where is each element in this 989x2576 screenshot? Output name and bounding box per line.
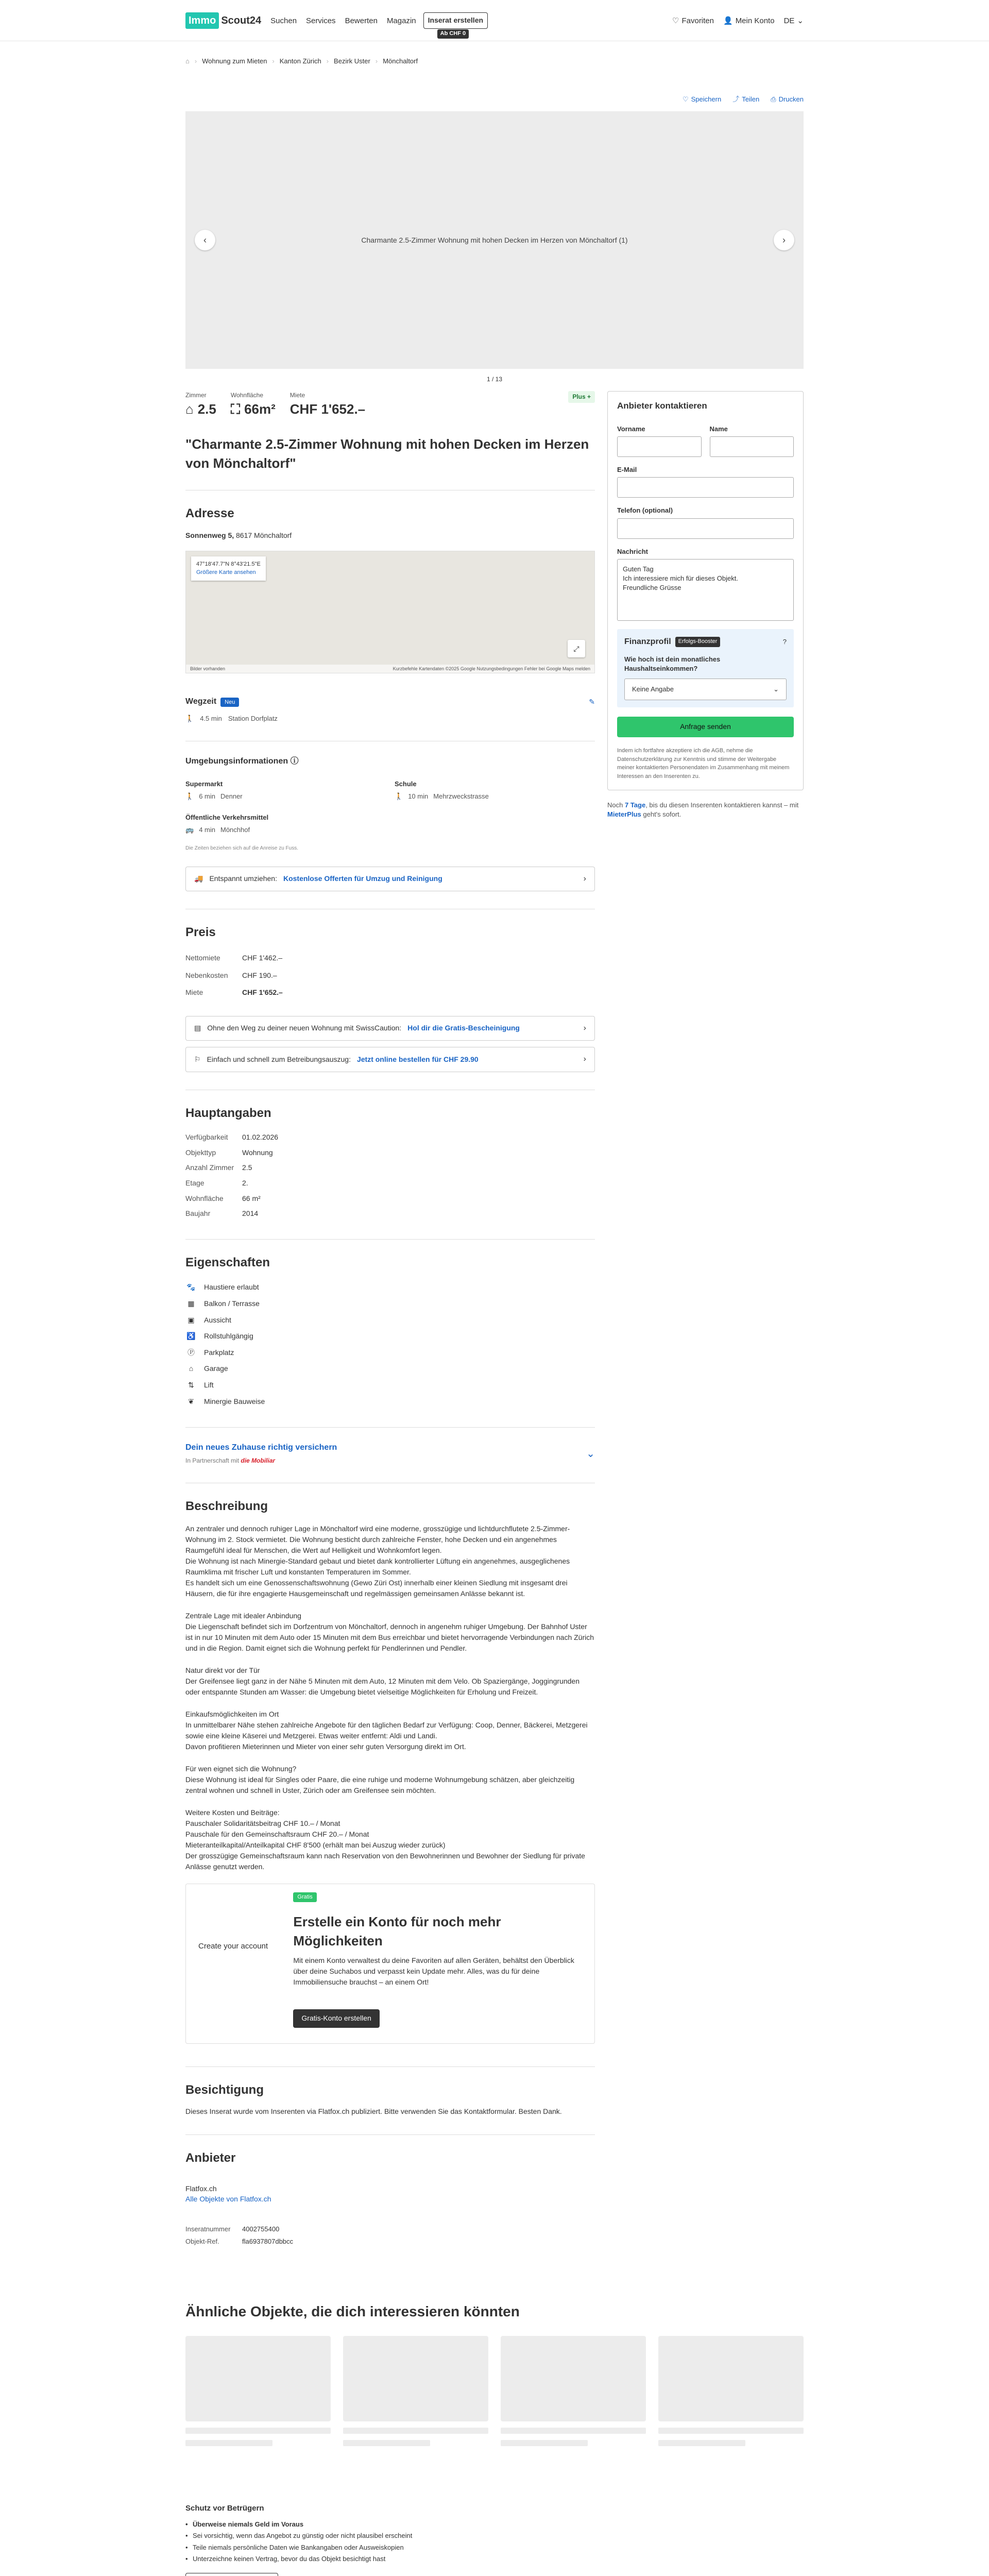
printer-icon: ⎙ — [771, 95, 776, 104]
property-item — [185, 1312, 595, 1329]
map-info-card — [191, 556, 266, 581]
chevron-right-icon: › — [583, 1023, 586, 1032]
gallery-counter: 1 / 13 — [486, 376, 503, 383]
home-icon: ⌂ — [185, 401, 194, 417]
env-item — [185, 813, 395, 835]
logo[interactable] — [185, 12, 261, 29]
new-badge: Neu — [220, 698, 239, 707]
id-row — [185, 2235, 595, 2248]
description-heading: Beschreibung — [185, 1499, 268, 1514]
help-icon[interactable]: ? — [782, 637, 787, 646]
debt-extract-link: Jetzt online bestellen für CHF 29.90 — [356, 1055, 479, 1063]
address-heading: Adresse — [185, 506, 234, 521]
data-row — [185, 1145, 595, 1161]
bus-icon: 🚌 — [185, 825, 194, 834]
price-value: CHF 1'462.– — [242, 954, 283, 962]
similar-card-placeholder[interactable] — [501, 2336, 646, 2446]
insurance-partner-label: In Partnerschaft mit — [185, 1457, 240, 1465]
swisscaution-pre: Ohne den Weg zu deiner neuen Wohnung mit SwissCaution: — [207, 1024, 402, 1032]
price-key: Nettomiete — [185, 954, 220, 962]
viewing-section — [185, 2066, 595, 2134]
home-icon[interactable]: ⌂ — [185, 57, 190, 65]
price-section — [185, 909, 595, 1089]
fullscreen-icon: ⤢ — [573, 644, 579, 653]
main-data-heading: Hauptangaben — [185, 1106, 271, 1120]
account-promo-title: Erstelle ein Konto für noch mehr Möglichkeiten — [293, 1914, 501, 1948]
data-row — [185, 1176, 595, 1191]
price-key: Miete — [185, 988, 203, 997]
property-label: Rollstuhlgängig — [204, 1332, 253, 1341]
gallery-prev-button[interactable] — [195, 230, 215, 250]
certificate-icon: ⚐ — [194, 1055, 201, 1063]
area-value: 66m² — [244, 401, 276, 417]
user-icon: 👤 — [723, 16, 733, 25]
fraud-tip: • Überweise niemals Geld im Voraus — [185, 2519, 804, 2530]
language-select[interactable] — [784, 15, 804, 26]
description-paragraph: Einkaufsmöglichkeiten im Ort In unmittelbarer Nähe stehen zahlreiche Angebote für den täglichen Bedarf zur Verfügung: Coop, Denner, Bäckerei, Metzgerei sowie eine kleine Käserei und Metzgerei. Etwas weiter entfernt: Aldi und Landi. Davon profitieren Mieterinnen und Mieter von einer sehr guten Versorgung direkt im Ort. — [185, 1709, 588, 1751]
fraud-protection — [185, 2503, 804, 2576]
breadcrumb-item[interactable]: Bezirk Uster — [334, 57, 370, 65]
share-button[interactable] — [732, 95, 759, 104]
report-listing-button[interactable] — [185, 2573, 278, 2576]
note-mid: , bis du diesen Inserenten kontaktieren kannst – mit — [645, 801, 799, 809]
id-value: fla6937807dbbcc — [242, 2237, 294, 2245]
contact-sidebar — [607, 391, 804, 819]
property-item — [185, 1361, 595, 1377]
commute-title: Wegzeit — [185, 697, 217, 706]
environment-note: Die Zeiten beziehen sich auf die Anreise zu Fuss. — [185, 845, 299, 852]
data-row — [185, 1130, 595, 1145]
advertiser-section — [185, 2134, 595, 2265]
map-attr-left: Bilder vorhanden — [190, 666, 226, 671]
description-paragraph: Natur direkt vor der Tür Der Greifensee liegt ganz in der Nähe 5 Minuten mit dem Auto, 12 Minuten mit dem Velo. Ob Spaziergänge, Joggingrunden oder entspannte Stunden am Wasser: die Umgebung bietet vielseitige Möglichkeiten für Erholung und Freizeit. — [185, 1666, 580, 1696]
environment-section — [185, 741, 595, 909]
env-category: Supermarkt — [185, 780, 223, 788]
data-key: Verfügbarkeit — [185, 1133, 228, 1142]
mieterplus-link[interactable]: MieterPlus — [607, 810, 641, 819]
key-facts — [185, 391, 595, 418]
map-coordinates: 47°18'47.7"N 8°43'21.5"E — [196, 561, 261, 568]
environment-heading: Umgebungsinformationen — [185, 756, 288, 766]
data-key: Anzahl Zimmer — [185, 1163, 234, 1172]
message-label: Nachricht — [617, 547, 648, 555]
free-badge: Gratis — [293, 1892, 316, 1902]
chevron-down-icon: ⌄ — [773, 685, 779, 693]
breadcrumb: ⌂ › Wohnung zum Mieten › Kanton Zürich › Bezirk Uster › Mönchaltorf — [185, 41, 804, 73]
data-value: 66 m² — [242, 1194, 261, 1202]
insurance-banner[interactable] — [185, 1427, 595, 1483]
firstname-label: Vorname — [617, 425, 645, 433]
garage-icon: ⌂ — [189, 1364, 194, 1373]
print-button[interactable] — [771, 95, 804, 104]
env-time: 4 min — [199, 825, 215, 834]
property-label: Balkon / Terrasse — [204, 1299, 260, 1308]
image-gallery[interactable] — [185, 111, 804, 369]
larger-map-link[interactable]: Größere Karte ansehen — [196, 569, 256, 575]
nav-search[interactable]: Suchen — [270, 16, 297, 25]
area-icon: ⛶ — [230, 401, 241, 417]
insurance-title: Dein neues Zuhause richtig versichern — [185, 1443, 337, 1452]
similar-card-placeholder[interactable] — [185, 2336, 331, 2446]
data-value: 2. — [242, 1178, 248, 1187]
finance-title: Finanzprofil — [624, 637, 671, 646]
chevron-left-icon: ‹ — [203, 234, 207, 245]
chevron-down-icon: ⌄ — [797, 16, 804, 25]
email-label: E-Mail — [617, 466, 637, 474]
data-key: Baujahr — [185, 1209, 211, 1218]
contact-heading: Anbieter kontaktieren — [617, 401, 707, 411]
heart-icon: ♡ — [672, 16, 679, 25]
property-label: Parkplatz — [204, 1348, 234, 1357]
property-item — [185, 1345, 595, 1361]
property-label: Lift — [204, 1380, 214, 1389]
property-label: Garage — [204, 1364, 228, 1373]
breadcrumb-item[interactable]: Wohnung zum Mieten — [202, 57, 267, 65]
insert-listing-label: Inserat erstellen — [428, 16, 484, 25]
walking-icon: 🚶 — [185, 792, 194, 801]
property-label: Aussicht — [204, 1315, 231, 1324]
income-select[interactable] — [624, 679, 787, 700]
property-label: Minergie Bauweise — [204, 1397, 265, 1405]
send-request-button[interactable]: Anfrage senden — [617, 717, 794, 737]
chevron-right-icon: › — [583, 874, 586, 884]
properties-section — [185, 1239, 595, 1427]
main-data-section — [185, 1090, 595, 1239]
language-label: DE — [783, 16, 795, 25]
fullscreen-button[interactable] — [568, 640, 585, 657]
map[interactable] — [185, 551, 595, 673]
info-icon[interactable]: ⓘ — [290, 756, 299, 766]
data-key: Wohnfläche — [185, 1194, 224, 1202]
note-days: 7 Tage — [624, 801, 646, 809]
save-button[interactable] — [683, 95, 721, 104]
logo-mark: Immo — [185, 12, 219, 29]
debt-extract-pre: Einfach und schnell zum Betreibungsauszug: — [207, 1055, 351, 1063]
viewing-text: Dieses Inserat wurde vom Inserenten via Flatfox.ch publiziert. Bitte verwenden Sie das Kontaktformular. Besten Dank. — [185, 2107, 562, 2116]
property-item — [185, 1296, 595, 1312]
price-heading: Preis — [185, 925, 216, 940]
main-nav — [270, 15, 416, 26]
message-textarea[interactable]: Guten Tag Ich interessiere mich für dieses Objekt. Freundliche Grüsse — [617, 559, 794, 621]
moving-offer-banner[interactable] — [185, 867, 595, 891]
rent-value: CHF 1'652.– — [289, 401, 366, 417]
swisscaution-link: Hol dir die Gratis-Bescheinigung — [407, 1024, 520, 1032]
account-promo — [185, 1884, 595, 2044]
insert-listing-tag: Ab CHF 0 — [437, 29, 469, 38]
favorites-link[interactable] — [672, 15, 714, 26]
gallery-next-button[interactable] — [774, 230, 794, 250]
map-attribution — [186, 665, 594, 673]
env-time: 10 min — [408, 792, 429, 801]
address-section — [185, 490, 595, 741]
share-icon: ⤴ — [732, 95, 740, 104]
env-place: Denner — [220, 792, 243, 801]
lastname-input[interactable] — [710, 436, 794, 457]
breadcrumb-item[interactable]: Mönchaltorf — [383, 57, 418, 65]
walking-icon: 🚶 — [185, 714, 194, 722]
fraud-heading: Schutz vor Betrügern — [185, 2504, 264, 2513]
env-time: 6 min — [199, 792, 215, 801]
address-street: Sonnenweg 5, — [185, 531, 234, 539]
area-label: Wohnfläche — [230, 392, 264, 399]
id-row — [185, 2223, 595, 2235]
heart-icon: ♡ — [682, 95, 689, 104]
description-paragraph: Für wen eignet sich die Wohnung? Diese Wohnung ist ideal für Singles oder Paare, die eine ruhige und moderne Wohnumgebung schätzen, aber gleichzeitig zentral wohnen und schnell in Uster, Zürich oder am Greifensee sein möchten. — [185, 1764, 575, 1794]
property-item — [185, 1328, 595, 1345]
income-question: Wie hoch ist dein monatliches Haushaltseinkommen? — [624, 655, 721, 673]
price-key: Nebenkosten — [185, 971, 228, 979]
env-item — [395, 779, 595, 801]
print-label: Drucken — [778, 95, 804, 104]
advertiser-heading: Anbieter — [185, 2150, 236, 2165]
viewing-heading: Besichtigung — [185, 2082, 264, 2097]
paw-icon: 🐾 — [186, 1283, 196, 1292]
description-section — [185, 1483, 595, 2066]
note-pre: Noch — [607, 801, 623, 809]
view-icon: ▣ — [187, 1315, 195, 1324]
balcony-icon: ▦ — [187, 1299, 195, 1308]
moving-offer-pre: Entspannt umziehen: — [209, 874, 277, 883]
gallery-image-alt: Charmante 2.5-Zimmer Wohnung mit hohen Decken im Herzen von Mönchaltorf (1) — [361, 235, 628, 244]
property-item — [185, 1394, 595, 1410]
properties-heading: Eigenschaften — [185, 1255, 270, 1269]
data-value: 2014 — [242, 1209, 259, 1218]
rooms-value: 2.5 — [197, 401, 216, 417]
price-value: CHF 190.– — [242, 971, 277, 979]
env-place: Mönchhof — [220, 825, 250, 834]
data-value: Wohnung — [242, 1148, 273, 1157]
commute-row — [185, 714, 595, 723]
contact-form — [607, 391, 804, 790]
phone-field[interactable] — [617, 518, 794, 539]
advertiser-name: Flatfox.ch — [185, 2184, 217, 2193]
address-city: 8617 Mönchaltorf — [236, 531, 292, 539]
account-promo-text: Mit einem Konto verwaltest du deine Favoriten auf allen Geräten, behältst den Überblick über deine Suchabos und verpasst kein Update mehr. Alles, was du für deine Immobiliensuche brauchst – an einem Ort! — [293, 1956, 574, 1987]
account-promo-illustration: Create your account — [198, 1941, 268, 1951]
property-label: Haustiere erlaubt — [204, 1283, 259, 1292]
rooms-label: Zimmer — [185, 392, 207, 399]
booster-badge: Erfolgs-Booster — [675, 637, 721, 647]
note-post: geht's sofort. — [643, 810, 681, 819]
data-row — [185, 1206, 595, 1222]
data-row — [185, 1191, 595, 1207]
similar-card-placeholder[interactable] — [658, 2336, 804, 2446]
mieterplus-note — [607, 801, 804, 819]
listing-title: "Charmante 2.5-Zimmer Wohnung mit hohen Decken im Herzen von Mönchaltorf" — [185, 436, 589, 471]
similar-objects — [185, 2301, 804, 2446]
site-header — [0, 0, 989, 41]
nav-valuation[interactable]: Bewerten — [345, 16, 378, 25]
price-row — [185, 950, 595, 967]
property-item — [185, 1377, 595, 1394]
description-paragraph: Weitere Kosten und Beiträge: Pauschaler Solidaritätsbeitrag CHF 10.– / Monat Pauschale für den Gemeinschaftsraum CHF 20.– / Monat Mieteranteilkapital/Anteilkapital CHF 8'500 (erhält man bei Auszug wieder zurück) Der grosszügige Gemeinschaftsraum kann nach Reservation von den Bewohnerinnen und Bewohner der Siedlung für private Anlässe genutzt werden. — [185, 1808, 585, 1871]
share-label: Teilen — [742, 95, 760, 104]
rent-label: Miete — [289, 392, 305, 399]
similar-heading: Ähnliche Objekte, die dich interessieren könnten — [185, 2303, 520, 2319]
listing-actions — [185, 73, 804, 111]
truck-icon: 🚚 — [194, 874, 203, 883]
debt-extract-banner[interactable] — [185, 1047, 595, 1072]
data-row — [185, 1160, 595, 1176]
map-attr-mid: Kurzbefehle Kartendaten ©2025 Google Nutzungsbedingungen Fehler bei Google Maps melden — [393, 666, 590, 671]
env-item — [185, 779, 395, 801]
similar-card-placeholder[interactable] — [343, 2336, 488, 2446]
account-link[interactable] — [723, 15, 775, 26]
data-value: 2.5 — [242, 1163, 252, 1172]
moving-offer-link: Kostenlose Offerten für Umzug und Reinigung — [283, 874, 442, 883]
create-account-button[interactable]: Gratis-Konto erstellen — [293, 2009, 379, 2028]
plus-badge: Plus + — [568, 391, 595, 403]
favorites-label: Favoriten — [681, 16, 714, 25]
income-select-value: Keine Angabe — [632, 685, 674, 693]
swisscaution-banner[interactable] — [185, 1016, 595, 1041]
mobiliar-logo: die Mobiliar — [241, 1457, 276, 1465]
fraud-tip: • Unterzeichne keinen Vertrag, bevor du das Objekt besichtigt hast — [185, 2553, 804, 2565]
advertiser-listings-link[interactable]: Alle Objekte von Flatfox.ch — [185, 2195, 271, 2204]
commute-header — [185, 696, 595, 707]
lastname-label: Name — [709, 425, 728, 433]
legal-text: Indem ich fortfahre akzeptiere ich die AGB, nehme die Datenschutzerklärung zur Kenntnis und stimme der Weitergabe meiner kontaktierten Personendaten im Zusammenhang mit meinem Interessen an den Inserenten zu. — [617, 748, 790, 779]
fraud-tip: • Sei vorsichtig, wenn das Angebot zu günstig oder nicht plausibel erscheint — [185, 2530, 804, 2541]
nav-services[interactable]: Services — [306, 16, 336, 25]
env-place: Mehrzweckstrasse — [433, 792, 489, 801]
parking-icon: Ⓟ — [187, 1348, 195, 1357]
price-row — [185, 967, 595, 985]
data-key: Objekttyp — [185, 1148, 216, 1157]
price-value: CHF 1'652.– — [242, 988, 283, 997]
chevron-down-icon: ⌄ — [586, 1448, 595, 1460]
document-icon: ▤ — [194, 1024, 201, 1032]
commute-time: 4.5 min — [200, 714, 222, 722]
walking-icon: 🚶 — [395, 792, 403, 801]
data-value: 01.02.2026 — [242, 1133, 279, 1142]
leaf-icon: ❦ — [188, 1397, 194, 1405]
chevron-right-icon: › — [782, 234, 786, 245]
id-value: 4002755400 — [242, 2225, 280, 2233]
commute-destination: Station Dorfplatz — [228, 714, 278, 722]
nav-magazine[interactable]: Magazin — [386, 16, 416, 25]
save-label: Speichern — [691, 95, 722, 104]
wheelchair-icon: ♿ — [186, 1332, 196, 1341]
edit-icon[interactable]: ✎ — [589, 697, 595, 706]
insert-listing-button[interactable] — [423, 12, 488, 37]
logo-text: Scout24 — [221, 15, 262, 26]
account-label: Mein Konto — [735, 16, 775, 25]
finance-profile — [617, 629, 794, 708]
email-field[interactable] — [617, 477, 794, 498]
data-key: Etage — [185, 1178, 204, 1187]
phone-label: Telefon (optional) — [617, 506, 673, 515]
listing-main — [185, 391, 595, 2265]
id-key: Inseratnummer — [185, 2225, 231, 2233]
price-row — [185, 984, 595, 1002]
property-item — [185, 1279, 595, 1296]
chevron-right-icon: › — [583, 1055, 586, 1064]
description-paragraph: An zentraler und dennoch ruhiger Lage in Mönchaltorf wird eine moderne, grosszügige und lichtdurchflutete 2.5-Zimmer-Wohnung im 2. Stock vermietet. Die Wohnung besticht durch zahlreiche Fenster, hohe Decken und ein angenehmes Raumgefühl ideal für Menschen, die Wert auf Helligkeit und Wohnkomfort legen. Die Wohnung ist nach Minergie-Standard gebaut und bietet dank kontrollierter Lüftung ein angenehmes, ausgeglichenes Raumklima mit frischer Luft und konstanten Temperaturen im Sommer. Es handelt sich um eine Genossenschaftswohnung (Gewo Züri Ost) innerhalb einer kleinen Siedlung mit insgesamt drei Häusern, die für ihre engagierte Hausgemeinschaft und regelmässigen gemeinsamen Anlässe bekannt ist. — [185, 1524, 570, 1598]
elevator-icon: ⇅ — [188, 1380, 194, 1389]
description-paragraph: Zentrale Lage mit idealer Anbindung Die Liegenschaft befindet sich im Dorfzentrum von Mönchaltorf, dennoch in angenehm ruhiger Umgebung. Der Bahnhof Uster ist in nur 10 Minuten mit dem Auto oder 15 Minuten mit dem Bus erreichbar und bietet hervorragende Verbindungen nach Zürich und in die Region. Damit eignet sich die Wohnung perfekt für Pendlerinnen und Pendler. — [185, 1611, 594, 1652]
id-key: Objekt-Ref. — [185, 2237, 219, 2245]
env-category: Öffentliche Verkehrsmittel — [185, 813, 269, 821]
fraud-tip: • Teile niemals persönliche Daten wie Bankangaben oder Ausweiskopien — [185, 2542, 804, 2553]
firstname-input[interactable] — [617, 436, 702, 457]
breadcrumb-item[interactable]: Kanton Zürich — [279, 57, 321, 65]
env-category: Schule — [395, 780, 417, 788]
